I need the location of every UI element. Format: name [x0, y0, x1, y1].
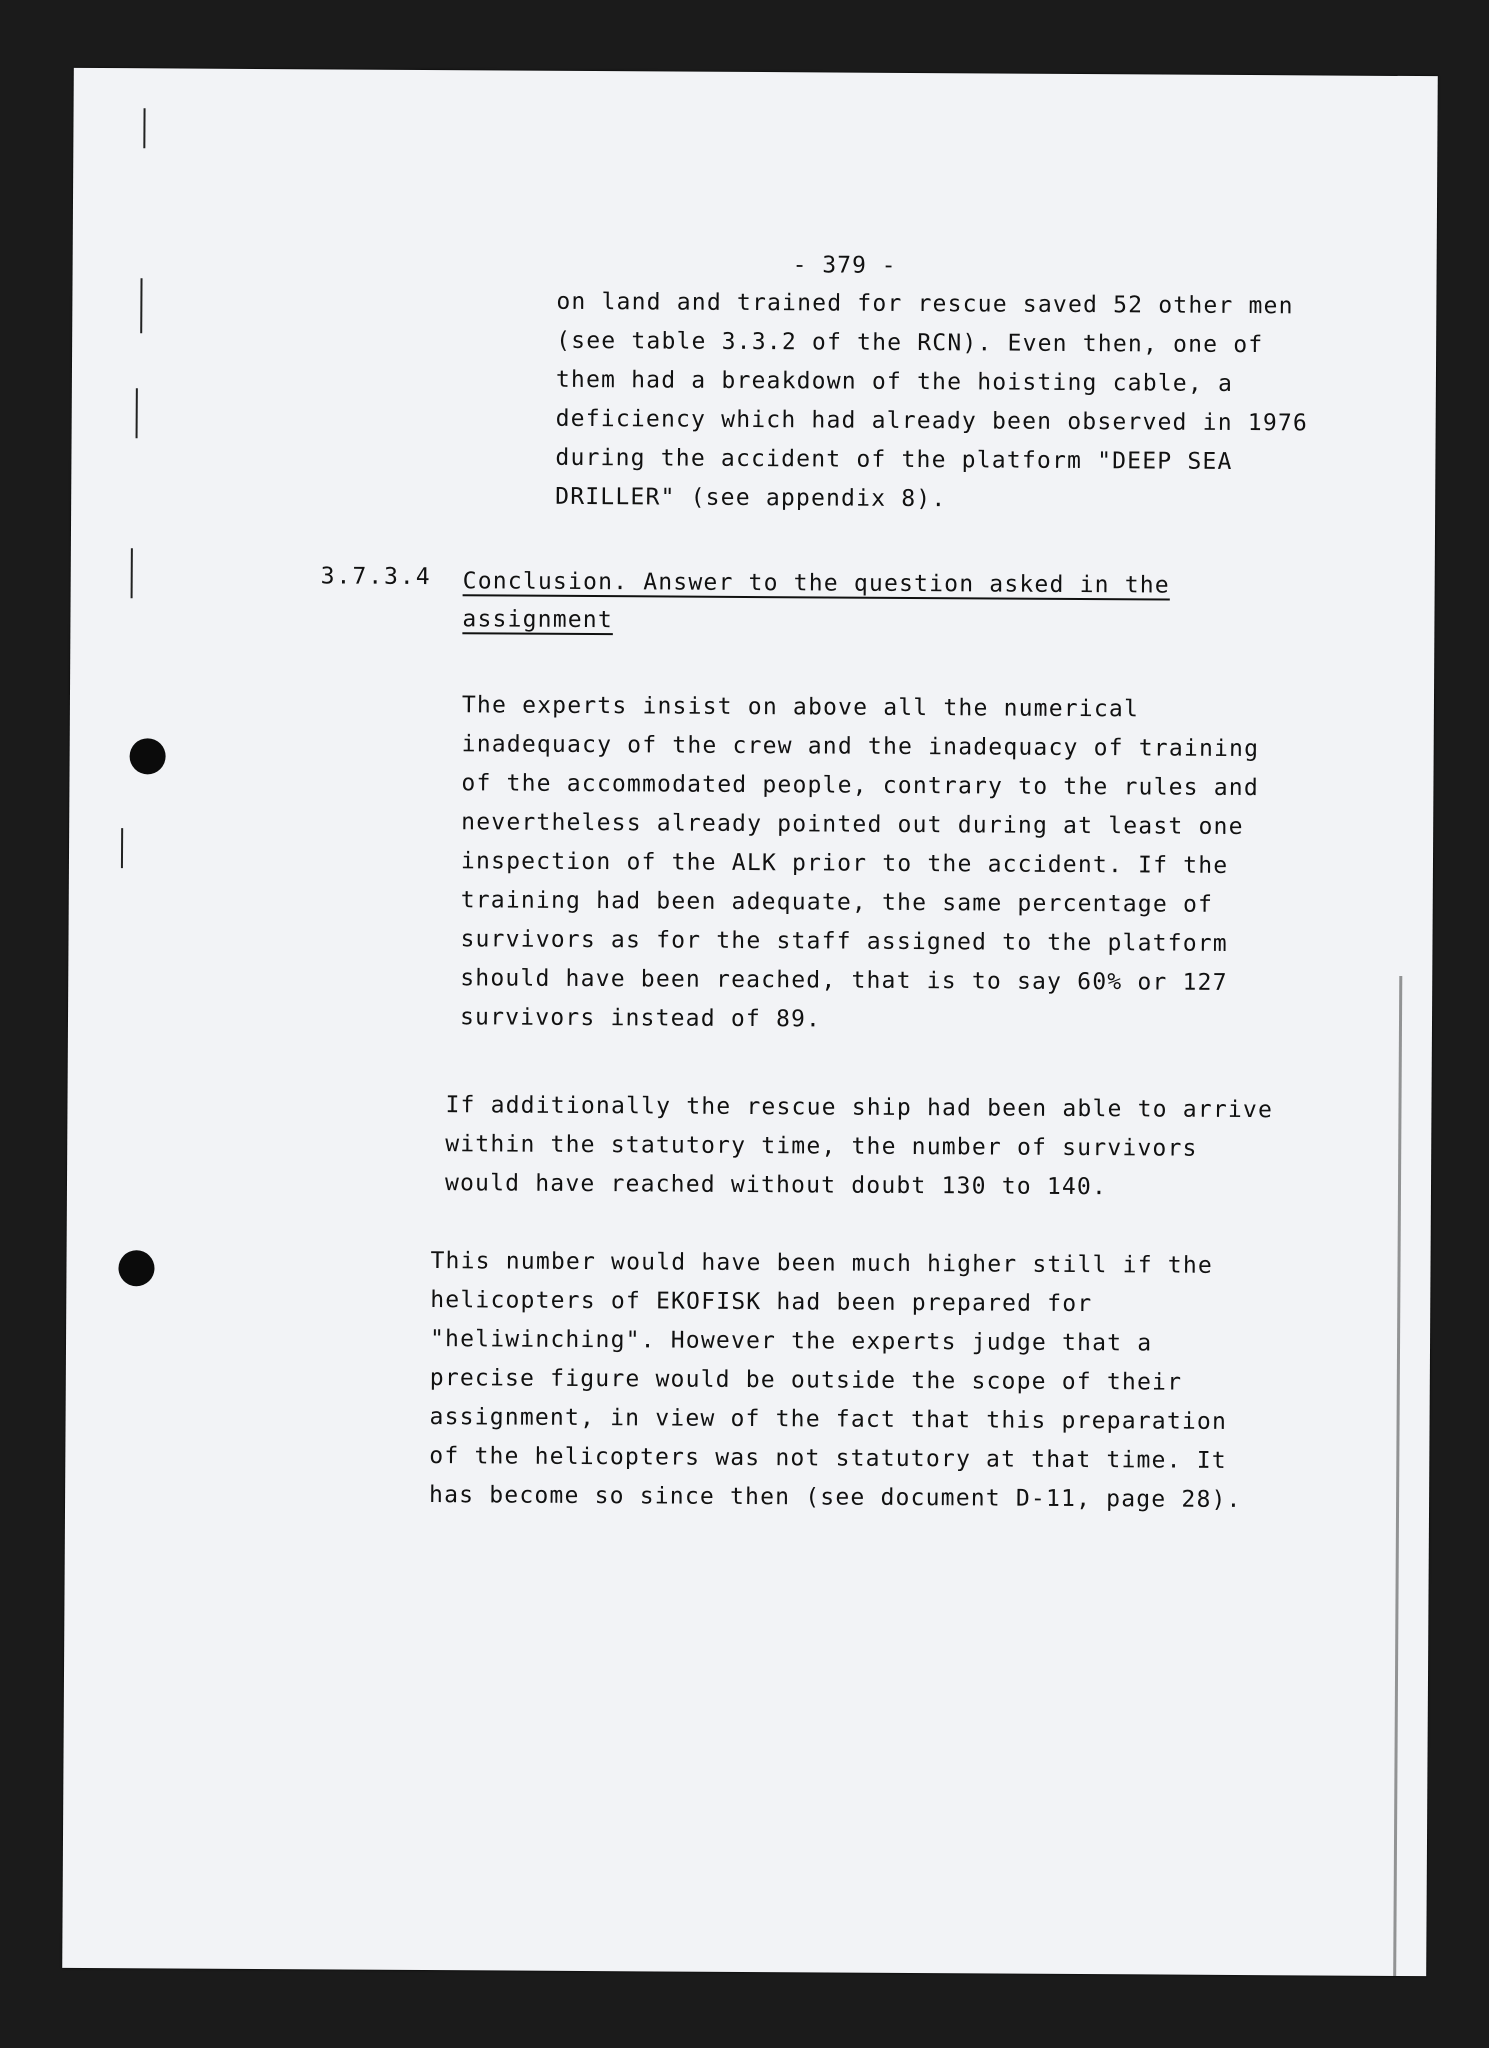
continued-paragraph: on land and trained for rescue saved 52 other men (see table 3.3.2 of the RCN). Even then, one of them had a breakdown of the hoisting cable, a deficiency which had already been observed in 1976 during the accident of the platform "DEEP SEA DRILLER" (see appendix 8).: [555, 288, 1309, 513]
paragraph-rescue-ship: If additionally the rescue ship had been able to arrive within the statutory time, the number of survivors would have reached without doubt 130 to 140.: [444, 1092, 1274, 1201]
section-number: 3.7.3.4: [320, 563, 432, 591]
page-content: [62, 68, 1438, 1976]
paragraph-crew-training: The experts insist on above all the numerical inadequacy of the crew and the inadequacy of training of the accommodated people, contrary to the rules and nevertheless already pointed out during at least one inspection of the ALK prior to the accident. If the training had been adequate, the same percentage of survivors as for the staff assigned to the platform should have been reached, that is to say 60% or 127 survivors instead of 89.: [459, 692, 1260, 1033]
paragraph-helicopters: This number would have been much higher still if the helicopters of EKOFISK had been prepared for "heliwinching". However the experts judge that a precise figure would be outside the scope of their assignment, in view of the fact that this preparation of the helicopters was not statutory at that time. It has become so since then (see document D-11, page 28).: [429, 1248, 1242, 1514]
section-heading: Conclusion. Answer to the question asked in the assignment: [462, 568, 1170, 634]
page-number: - 379 -: [792, 252, 897, 279]
paper-page: [62, 68, 1438, 1976]
